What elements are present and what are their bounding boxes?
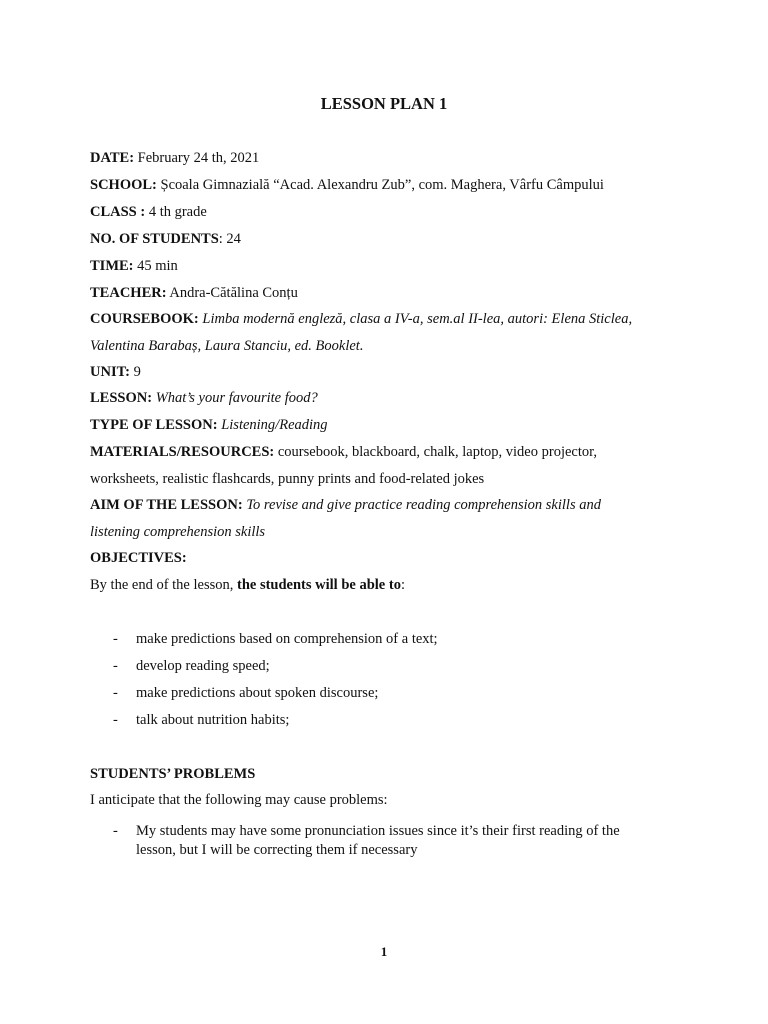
coursebook-value: Limba modernă engleză, clasa a IV-a, sem.al II-lea, autori: Elena Sticlea, — [198, 311, 633, 327]
type-of-lesson-line — [90, 417, 328, 434]
materials-label: MATERIALS/RESOURCES: — [90, 444, 275, 460]
bullet-dash: - — [113, 658, 118, 674]
time-value: 45 min — [133, 258, 178, 274]
materials-value: coursebook, blackboard, chalk, laptop, video projector, — [274, 444, 597, 460]
time-line — [90, 258, 178, 275]
objective-text: make predictions based on comprehension of a text; — [136, 631, 438, 647]
objective-text: develop reading speed; — [136, 658, 270, 674]
coursebook-label: COURSEBOOK: — [90, 311, 199, 327]
problem-item — [113, 822, 653, 860]
page-number: 1 — [380, 944, 388, 959]
objective-text: make predictions about spoken discourse; — [136, 685, 379, 701]
school-value: Școala Gimnazială “Acad. Alexandru Zub”, com. Maghera, Vârfu Câmpului — [156, 177, 604, 193]
aim-line — [90, 497, 601, 514]
objectives-intro-bold: the students will be able to — [237, 577, 401, 593]
school-label: SCHOOL: — [90, 177, 157, 193]
aim-value-continued: listening comprehension skills — [90, 524, 266, 540]
materials-value-continued: worksheets, realistic flashcards, punny prints and food-related jokes — [90, 471, 485, 487]
time-label: TIME: — [90, 258, 134, 274]
coursebook-value-continued: Valentina Barabaș, Laura Stanciu, ed. Booklet. — [90, 338, 364, 354]
unit-label: UNIT: — [90, 364, 131, 380]
objective-item — [113, 712, 289, 729]
materials-line — [90, 444, 597, 461]
problems-intro: I anticipate that the following may cause problems: — [90, 792, 388, 808]
objective-text: talk about nutrition habits; — [136, 712, 290, 728]
type-of-lesson-label: TYPE OF LESSON: — [90, 417, 218, 433]
unit-value: 9 — [130, 364, 141, 380]
type-of-lesson-value: Listening/Reading — [217, 417, 328, 433]
objective-item — [113, 685, 378, 702]
aim-label: AIM OF THE LESSON: — [90, 497, 243, 513]
bullet-dash: - — [113, 712, 118, 728]
bullet-dash: - — [113, 823, 118, 839]
class-label: CLASS : — [90, 204, 146, 220]
teacher-label: TEACHER: — [90, 285, 167, 301]
students-line — [90, 231, 241, 248]
objective-item — [113, 658, 270, 675]
coursebook-line — [90, 311, 632, 328]
lesson-line — [90, 390, 318, 407]
class-value: 4 th grade — [145, 204, 207, 220]
objectives-intro — [90, 577, 405, 594]
bullet-dash: - — [113, 685, 118, 701]
objective-item — [113, 631, 438, 648]
aim-value: To revise and give practice reading comprehension skills and — [242, 497, 601, 513]
teacher-line — [90, 285, 298, 302]
class-line — [90, 204, 207, 221]
lesson-label: LESSON: — [90, 390, 153, 406]
problems-heading: STUDENTS’ PROBLEMS — [90, 766, 256, 782]
bullet-dash: - — [113, 631, 118, 647]
objectives-heading: OBJECTIVES: — [90, 550, 187, 566]
objectives-intro-end: : — [400, 577, 405, 593]
school-line — [90, 177, 604, 194]
students-value: : 24 — [218, 231, 241, 247]
objectives-intro-plain: By the end of the lesson, — [90, 577, 237, 593]
date-label: DATE: — [90, 150, 135, 166]
lesson-value: What’s your favourite food? — [152, 390, 318, 406]
students-label: NO. OF STUDENTS — [90, 231, 219, 247]
unit-line — [90, 364, 141, 381]
page-title: LESSON PLAN 1 — [320, 94, 448, 113]
date-line — [90, 150, 259, 167]
teacher-value: Andra-Cătălina Conțu — [166, 285, 298, 301]
problem-text: My students may have some pronunciation issues since it’s their first reading of the lesson, but I will be correcting them if necessary — [136, 823, 620, 858]
date-value: February 24 th, 2021 — [134, 150, 260, 166]
